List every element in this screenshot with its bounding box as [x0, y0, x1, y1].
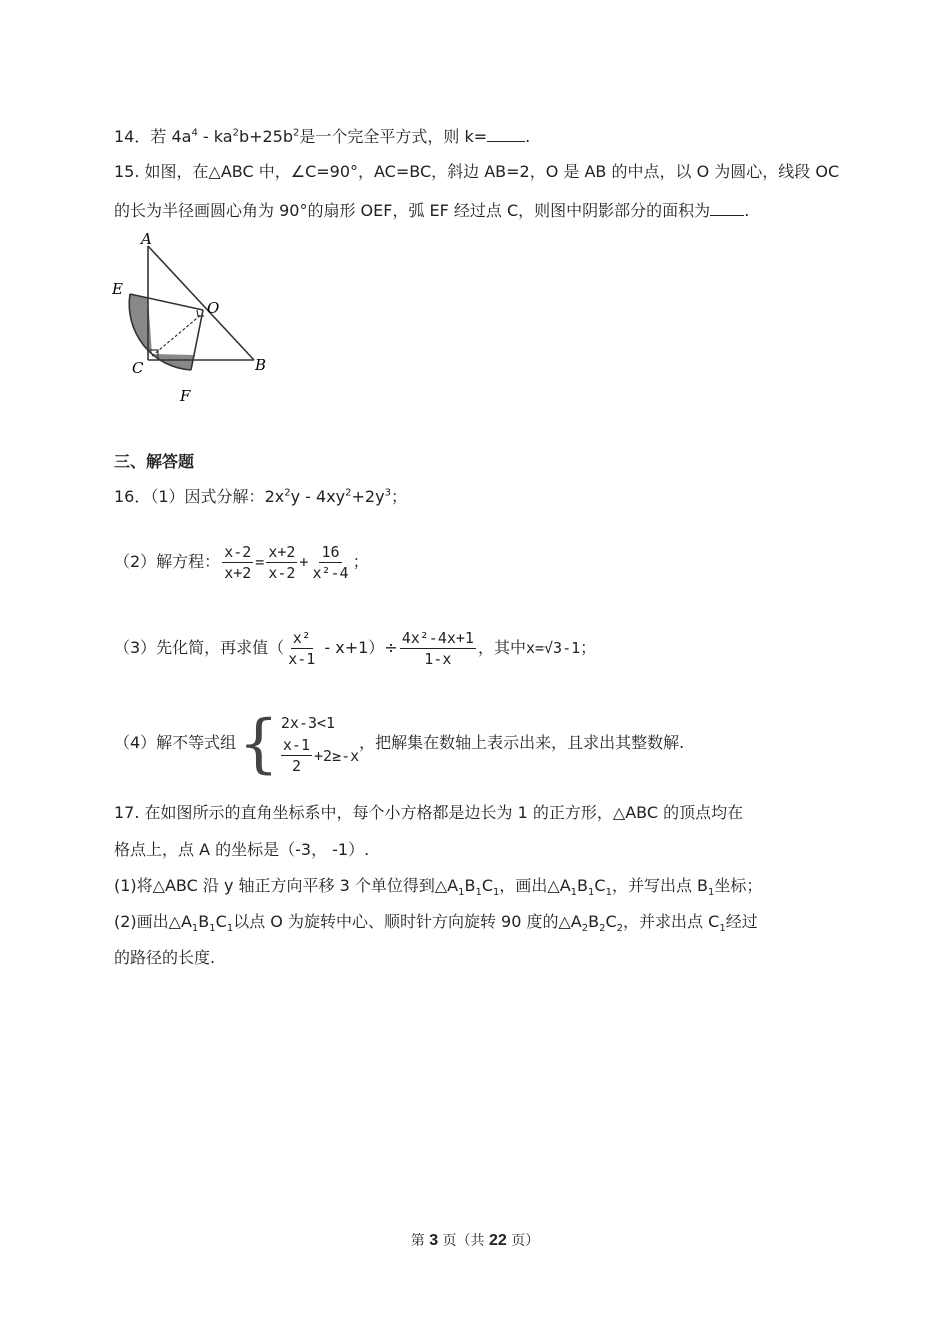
radius-of [191, 310, 203, 370]
answer-blank [710, 200, 744, 216]
page-total: 22 [489, 1232, 507, 1249]
label-a: A [141, 232, 152, 248]
inequality-system: { 2x-3<1 $\frac{x-1}{2}$ +2≥-x [238, 706, 360, 781]
question-15-line-1: 15. 如图，在△ABC 中，∠C=90°，AC=BC，斜边 AB=2，O 是 AB 的中点，以 O 为圆心，线段 OC [114, 162, 840, 181]
question-17-line-5: 的路径的长度. [114, 948, 216, 967]
page-footer: 第 3 页（共 22 页） [410, 1232, 540, 1249]
question-15-line-2: 的长为半径画圆心角为 90°的扇形 OEF，弧 EF 经过点 C，则图中阴影部分的面积为 . [114, 201, 750, 220]
question-16-part-1: 16．（1）因式分解：$2x^2y$ ‐ $4xy^2+2y^3$； [114, 487, 407, 506]
fraction: $\frac{16}{\text{x²-4}}$ [312, 543, 349, 582]
question-17-line-2: 格点上，点 A 的坐标是（‐3， ‐1）. [114, 840, 370, 859]
fraction: $\frac{\text{x²}}{x-1}$ [288, 629, 316, 668]
section-heading: 三、解答题 [114, 452, 195, 471]
label-f: F [180, 387, 191, 405]
question-17-line-1: 17. 在如图所示的直角坐标系中，每个小方格都是边长为 1 的正方形，△ABC 的顶点均在 [114, 803, 744, 822]
question-17-line-3: (1)将△ABC 沿 y 轴正方向平移 3 个单位得到$\triangle A_1B_1C_1$，画出$\triangle A_1B_1C_1$，并写出点 $B_1$坐标； [114, 876, 763, 899]
fraction: $\frac{x+2}{x-2}$ [268, 543, 296, 582]
question-14: 14．若 $4a^4$ ‐ $ka^2b+25b^2$是一个完全平方式，则 k= . [114, 127, 531, 146]
label-o: O [207, 299, 220, 317]
fraction: $\frac{x-2}{x+2}$ [224, 543, 252, 582]
answer-blank [487, 126, 525, 142]
question-16-part-2: （2）解方程： $\frac{x-2}{x+2}$ = $\frac{x+2}{x-2}$ + $\frac{16}{\text{x²-4}}$ ； [114, 543, 369, 582]
side-ab [148, 246, 254, 360]
label-e: E [112, 280, 123, 298]
geometry-figure [108, 232, 278, 407]
page-number: 3 [429, 1232, 439, 1249]
question-16-part-3: （3）先化简，再求值（ $\frac{\text{x²}}{x-1}$ ‐ x+1）÷ $\frac{\text{4x²-4x+1}}{1-x}$ ，其中x=√3-1； [114, 629, 597, 668]
question-17-line-4: (2)画出$\triangle A_1B_1C_1$以点 O 为旋转中心、顺时针方向旋转 90 度的$\triangle A_2B_2C_2$，并求出点 $C_1$经过 [114, 912, 758, 935]
question-16-part-4: （4）解不等式组 { 2x-3<1 $\frac{x-1}{2}$ +2≥-x ，把解集在数轴上表示出来，且求出其整数解. [114, 706, 685, 781]
label-b: B [255, 356, 267, 374]
fraction: $\frac{\text{4x²-4x+1}}{1-x}$ [401, 629, 474, 668]
label-c: C [132, 359, 144, 377]
